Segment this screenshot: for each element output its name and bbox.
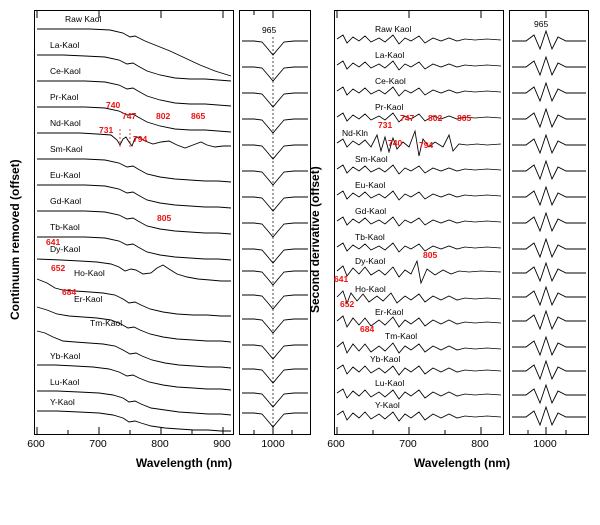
annotation-740-right: 740 [388,138,403,148]
left-y-axis-label: Continuum removed (offset) [8,159,22,321]
right-y-axis-label: Second derivative (offset) [308,166,322,314]
right-curve-label-gd-kaol: Gd-Kaol [355,206,387,216]
annotation-684-right: 684 [360,324,375,334]
annotation-865-left: 865 [191,111,206,121]
annotation-652-left: 652 [51,263,66,273]
annotation-641-right: 641 [334,274,349,284]
left-inset-curves [240,11,310,434]
right-curve-label-sm-kaol: Sm-Kaol [355,154,388,164]
curve-label-la-kaol: La-Kaol [50,40,80,50]
annotation-747-right: 747 [400,113,415,123]
annotation-747-left: 747 [122,111,137,121]
left-xtick-600: 600 [27,438,45,450]
annotation-805-right: 805 [423,250,438,260]
right-inset-curves [510,11,588,434]
curve-label-y-kaol: Y-Kaol [50,397,75,407]
curve-label-tb-kaol: Tb-Kaol [50,222,80,232]
right-curve-label-ce-kaol: Ce-Kaol [375,76,406,86]
annotation-965-right: 965 [534,19,549,29]
left-x-axis-label: Wavelength (nm) [135,456,233,470]
curve-label-eu-kaol: Eu-Kaol [50,170,81,180]
right-curve-label-ho-kaol: Ho-Kaol [355,284,386,294]
right-curve-label-raw-kaol: Raw Kaol [375,24,412,34]
curve-label-tm-kaol: Tm-Kaol [90,318,123,328]
curve-label-raw-kaol: Raw Kaol [65,14,102,24]
right-main-plot [334,10,504,435]
annotation-865-right: 865 [457,113,472,123]
curve-label-yb-kaol: Yb-Kaol [50,351,81,361]
right-curve-label-tm-kaol: Tm-Kaol [385,331,418,341]
annotation-731-right: 731 [378,120,393,130]
right-curve-label-er-kaol: Er-Kaol [375,307,404,317]
right-x-axis-label: Wavelength (nm) [413,456,511,470]
curve-label-dy-kaol: Dy-Kaol [50,244,81,254]
left-xtick-900: 900 [213,438,231,450]
right-curve-label-dy-kaol: Dy-Kaol [355,256,386,266]
right-curve-label-tb-kaol: Tb-Kaol [355,232,385,242]
right-curve-label-yb-kaol: Yb-Kaol [370,354,401,364]
curve-label-er-kaol: Er-Kaol [74,294,103,304]
right-xtick-700: 700 [399,438,417,450]
annotation-652-right: 652 [340,299,355,309]
curve-label-sm-kaol: Sm-Kaol [50,144,83,154]
curve-label-nd-kaol: Nd-Kaol [50,118,81,128]
right-inset-plot [509,10,589,435]
annotation-802-right: 802 [428,113,443,123]
right-curve-label-eu-kaol: Eu-Kaol [355,180,386,190]
right-inset-xtick-1000: 1000 [533,438,557,450]
right-curve-label-y-kaol: Y-Kaol [375,400,400,410]
curve-label-gd-kaol: Gd-Kaol [50,196,82,206]
annotation-684-left: 684 [62,287,77,297]
annotation-794-right: 794 [419,140,434,150]
right-curve-label-pr-kaol: Pr-Kaol [375,102,404,112]
annotation-802-left: 802 [156,111,171,121]
curve-label-lu-kaol: Lu-Kaol [50,377,80,387]
right-main-curves [335,11,503,434]
curve-label-pr-kaol: Pr-Kaol [50,92,79,102]
right-curve-label-lu-kaol: Lu-Kaol [375,378,405,388]
annotation-965-left: 965 [262,25,277,35]
left-inset-plot [239,10,311,435]
left-inset-xtick-1000: 1000 [261,438,285,450]
right-curve-label-la-kaol: La-Kaol [375,50,405,60]
annotation-731-left: 731 [99,125,114,135]
curve-label-ce-kaol: Ce-Kaol [50,66,81,76]
annotation-805-left: 805 [157,213,172,223]
annotation-641-left: 641 [46,237,61,247]
right-xtick-800: 800 [471,438,489,450]
annotation-794-left: 794 [133,134,148,144]
curve-label-ho-kaol: Ho-Kaol [74,268,105,278]
left-xtick-700: 700 [89,438,107,450]
right-xtick-600: 600 [327,438,345,450]
annotation-740-left: 740 [106,100,121,110]
right-curve-label-nd-kln: Nd-Kln [342,128,368,138]
left-xtick-800: 800 [151,438,169,450]
